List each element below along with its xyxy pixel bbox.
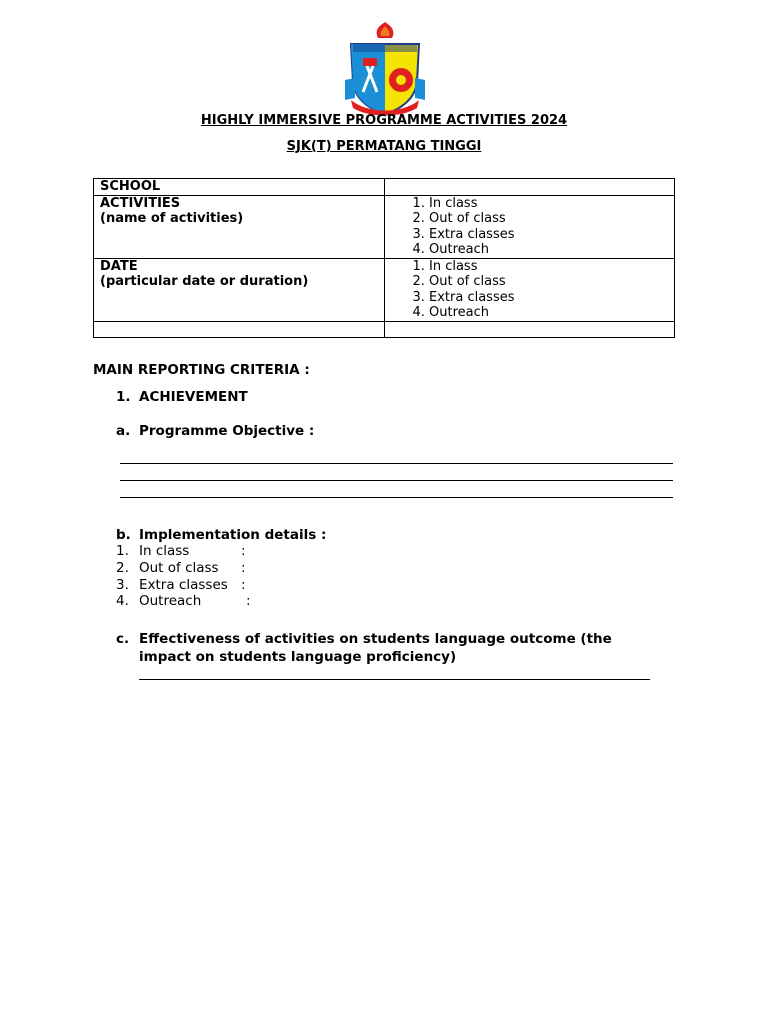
item-number: 2.: [116, 560, 129, 576]
implementation-item-extra-classes: [116, 577, 246, 593]
item-label: Out of class: [139, 560, 219, 576]
implementation-item-outreach: [116, 593, 251, 609]
item-number: 1.: [116, 543, 129, 559]
list-item: 3. Extra classes: [429, 227, 668, 243]
list-item: 3. Extra classes: [429, 290, 668, 306]
school-crest-logo: [343, 22, 427, 116]
item-number: 4.: [116, 593, 129, 609]
achievement-number: 1.: [116, 389, 131, 405]
item-colon: :: [241, 560, 246, 576]
achievement-label: ACHIEVEMENT: [139, 389, 248, 405]
implementation-item-in-class: [116, 543, 246, 559]
activities-label-cell: [94, 195, 385, 258]
implementation-label: Implementation details :: [139, 527, 327, 543]
activities-label: ACTIVITIES: [100, 195, 181, 211]
item-label: Outreach: [139, 593, 202, 609]
implementation-heading: [116, 527, 326, 543]
list-item: 2. Out of class: [429, 211, 668, 227]
objective-answer-line-3[interactable]: [120, 497, 673, 498]
activity-form-table: [93, 178, 675, 338]
empty-value-cell[interactable]: [385, 321, 675, 338]
activities-sub-label: (name of activities): [100, 211, 244, 226]
document-title: HIGHLY IMMERSIVE PROGRAMME ACTIVITIES 2024: [200, 113, 568, 128]
objective-answer-line-2[interactable]: [120, 480, 673, 481]
item-colon: :: [246, 593, 251, 609]
school-name-heading: SJK(T) PERMATANG TINGGI: [286, 139, 482, 154]
item-colon: :: [241, 543, 246, 559]
date-label: DATE: [100, 258, 138, 274]
list-item: 2. Out of class: [429, 274, 668, 290]
school-row: [94, 179, 675, 196]
implementation-letter: b.: [116, 527, 131, 543]
objective-heading: [116, 423, 314, 439]
activities-options-list: [391, 196, 668, 258]
activities-options-cell[interactable]: [385, 195, 675, 258]
item-colon: :: [241, 577, 246, 593]
empty-row: [94, 321, 675, 338]
date-row: [94, 258, 675, 321]
list-item: 1. In class: [429, 259, 668, 275]
objective-letter: a.: [116, 423, 131, 439]
effectiveness-heading: [116, 631, 612, 647]
list-item: 4. Outreach: [429, 305, 668, 321]
date-options-list: [391, 259, 668, 321]
effectiveness-line-2: impact on students language proficiency): [139, 649, 457, 665]
achievement-heading: [116, 389, 248, 405]
empty-label-cell[interactable]: [94, 321, 385, 338]
objective-label: Programme Objective :: [139, 423, 315, 439]
date-options-cell[interactable]: [385, 258, 675, 321]
implementation-item-out-of-class: [116, 560, 246, 576]
school-label: SCHOOL: [94, 179, 385, 196]
objective-answer-line-1[interactable]: [120, 463, 673, 464]
criteria-heading: MAIN REPORTING CRITERIA :: [93, 362, 310, 378]
date-sub-label: (particular date or duration): [100, 274, 309, 289]
school-value-cell[interactable]: [385, 179, 675, 196]
list-item: 4. Outreach: [429, 242, 668, 258]
item-label: Extra classes: [139, 577, 228, 593]
effectiveness-letter: c.: [116, 631, 130, 647]
activities-row: [94, 195, 675, 258]
effectiveness-line-1: Effectiveness of activities on students language outcome (the: [139, 631, 612, 647]
effectiveness-answer-line[interactable]: [139, 679, 650, 680]
date-label-cell: [94, 258, 385, 321]
item-label: In class: [139, 543, 190, 559]
list-item: 1. In class: [429, 196, 668, 212]
item-number: 3.: [116, 577, 129, 593]
